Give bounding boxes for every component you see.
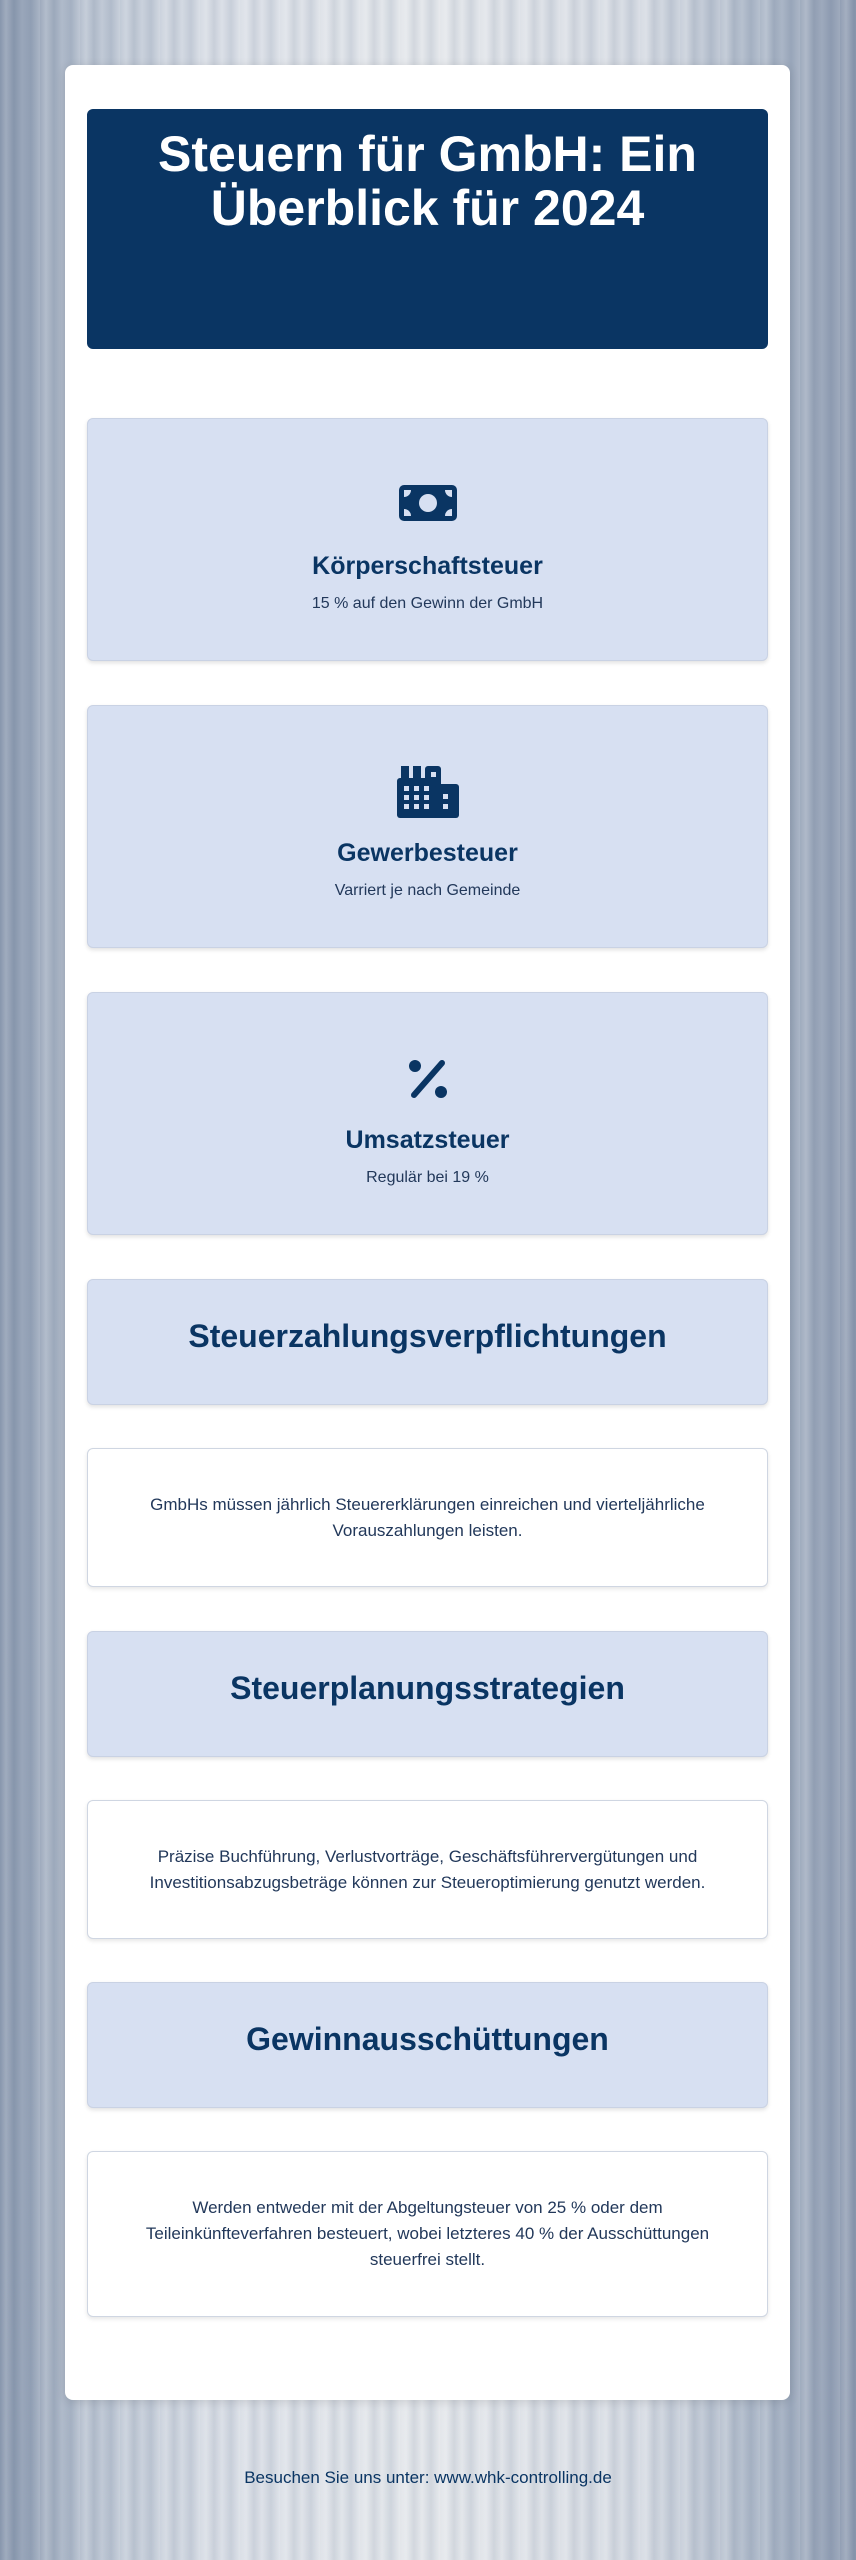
tax-card-gewerbesteuer [87, 705, 768, 948]
tax-title: Körperschaftsteuer [312, 552, 543, 580]
tax-card-umsatzsteuer [87, 992, 768, 1235]
section-title: Gewinnausschüttungen [246, 2021, 609, 2057]
infographic-card [65, 65, 790, 2400]
money-bill-icon [399, 483, 457, 528]
section-heading-verpflichtungen [87, 1279, 768, 1405]
header-banner [87, 109, 768, 349]
percent-icon [406, 1057, 450, 1106]
section-body: Werden entweder mit der Abgeltungsteuer von 25 % oder dem Teileinkünfteverfahren besteuert, wobei letzteres 40 % der Ausschüttungen steuerfrei stellt. [145, 2198, 710, 2269]
footer-link[interactable]: Besuchen Sie uns unter: www.whk-controlling.de [244, 2468, 612, 2487]
section-text-strategien [87, 1800, 768, 1939]
page-title: Steuern für GmbH: Ein Überblick für 2024 [158, 126, 697, 236]
tax-description: Regulär bei 19 % [366, 1169, 489, 1186]
section-heading-strategien [87, 1631, 768, 1757]
section-title: Steuerzahlungsverpflichtungen [188, 1318, 667, 1354]
tax-title: Umsatzsteuer [345, 1126, 510, 1154]
section-title: Steuerplanungsstrategien [230, 1670, 625, 1706]
tax-title: Gewerbesteuer [337, 839, 518, 867]
tax-description: Varriert je nach Gemeinde [334, 882, 521, 899]
section-body: Präzise Buchführung, Verlustvorträge, Geschäftsführervergütungen und Investitionsabzugsbeträge können zur Steueroptimierung genutzt werden. [149, 1846, 706, 1892]
building-icon [395, 764, 461, 823]
tax-card-koerperschaftsteuer [87, 418, 768, 661]
section-text-verpflichtungen [87, 1448, 768, 1587]
tax-description: 15 % auf den Gewinn der GmbH [311, 595, 544, 612]
section-heading-ausschuettungen [87, 1982, 768, 2108]
section-body: GmbHs müssen jährlich Steuererklärungen einreichen und vierteljährliche Vorauszahlungen leisten. [150, 1494, 705, 1540]
section-text-ausschuettungen [87, 2151, 768, 2317]
